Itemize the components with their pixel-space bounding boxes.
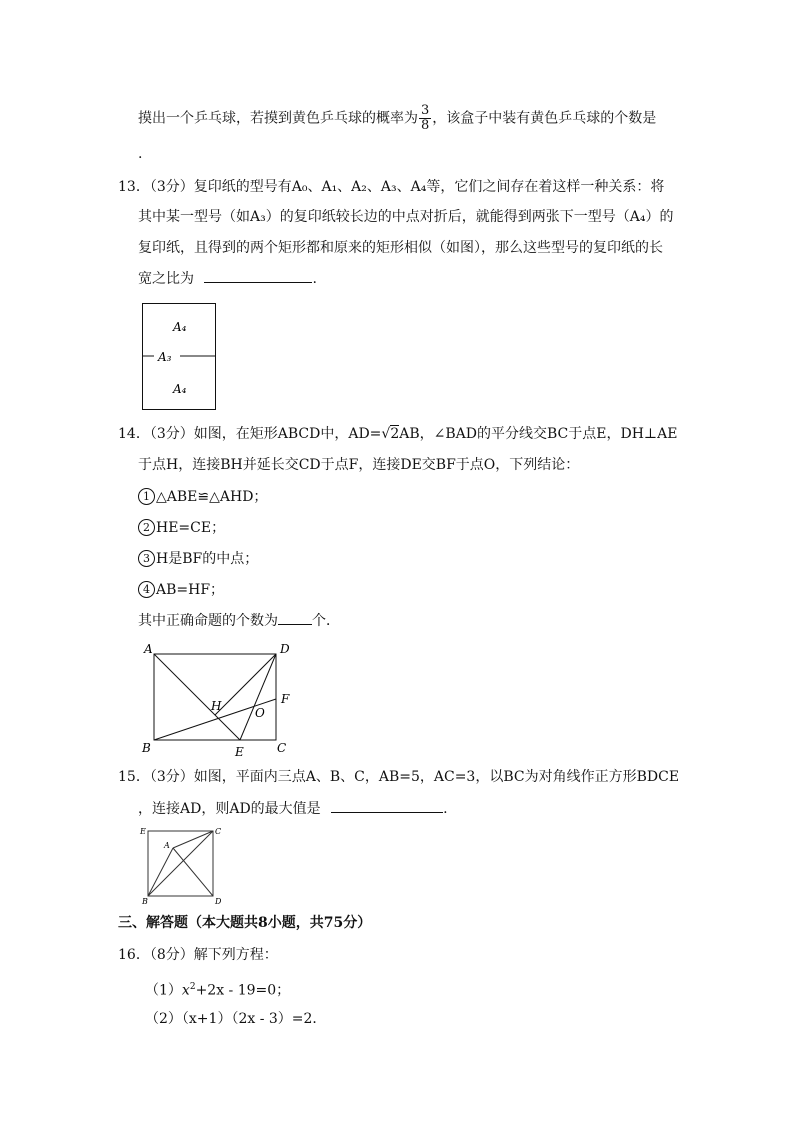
q14-item-1-text: △ABE≌△AHD；	[156, 489, 268, 505]
q14-item-2-text: HE=CE；	[156, 520, 226, 536]
point-o-label: O	[255, 706, 265, 720]
q14-question-b: 个．	[312, 613, 340, 629]
point-h-label: H	[211, 699, 222, 713]
q15-text-2: ，连接AD，则AD的最大值是	[138, 801, 321, 817]
point-c-label: C	[277, 741, 287, 755]
q14-item-1	[138, 487, 267, 507]
sqrt-two	[381, 424, 399, 444]
diagonal-bc	[148, 831, 213, 896]
point-d-label: D	[280, 642, 290, 656]
q14-item-4	[138, 580, 224, 600]
q16-part-1-exponent: 2	[189, 982, 196, 992]
q13-answer-blank[interactable]	[204, 270, 312, 283]
q13-line-1	[118, 177, 664, 197]
segment-ae	[154, 654, 240, 740]
point-b-label: B	[142, 897, 148, 906]
q13-text-2: 其中某一型号（如A₃）的复印纸较长边的中点对折后，就能得到两张下一型号（A₄）的	[138, 209, 674, 225]
q14-line-1	[118, 424, 677, 444]
sqrt-symbol: √	[381, 426, 391, 442]
q16-part-1-label: （1）	[145, 982, 182, 999]
q12-suffix: ，该盒子中装有黄色乒乓球的个数是	[432, 110, 657, 127]
q13-number: 13．（3分）	[118, 179, 194, 195]
q12-prefix: 摸出一个乒乓球，若摸到黄色乒乓球的概率为	[138, 110, 418, 127]
q14-question-a: 其中正确命题的个数为	[138, 613, 278, 629]
q16-line-1	[118, 945, 278, 965]
q14-question	[138, 611, 340, 631]
q12-answer-end: .	[138, 146, 143, 162]
q15-line-1	[118, 767, 679, 787]
q14-text-1a: 如图，在矩形ABCD中，AD=	[193, 426, 382, 442]
probability-fraction	[419, 104, 431, 133]
point-c-label: C	[215, 827, 222, 836]
q14-number: 14．（3分）	[118, 426, 194, 442]
q15-text-1: 如图，平面内三点A、B、C，AB=5，AC=3，以BC为对角线作正方形BDCE	[193, 769, 680, 785]
q15-answer-blank[interactable]	[331, 800, 443, 813]
q14-item-3	[138, 549, 258, 569]
point-f-label: F	[281, 692, 290, 706]
label-a3: A₃	[158, 350, 172, 364]
q14-text-1b: AB，∠BAD的平分线交BC于点E，DH⊥AE	[399, 426, 678, 442]
section-heading: 三、解答题（本大题共8小题，共75分）	[118, 915, 372, 931]
segment-ab	[148, 848, 173, 896]
q16-part-1	[145, 977, 290, 1001]
circled-number-2: 2	[138, 519, 155, 536]
label-a4-top: A₄	[173, 320, 187, 334]
q16-part-1-rest: +2x - 19=0；	[195, 982, 291, 999]
label-a4-bottom: A₄	[173, 382, 187, 396]
point-d-label: D	[215, 897, 222, 906]
segment-de	[240, 654, 276, 740]
q14-item-4-text: AB=HF；	[156, 582, 225, 598]
q16-number: 16．（8分）	[118, 947, 194, 963]
q15-number: 15．（3分）	[118, 769, 194, 785]
point-a-label: A	[144, 642, 153, 656]
point-a-label: A	[164, 841, 170, 850]
segment-dh	[215, 654, 276, 715]
q15-square-figure	[138, 826, 228, 906]
circled-number-1: 1	[138, 488, 155, 505]
segment-ac	[173, 831, 213, 848]
circled-number-4: 4	[138, 581, 155, 598]
fraction-denominator: 8	[421, 118, 430, 133]
point-b-label: B	[142, 741, 151, 755]
point-e-label: E	[235, 745, 244, 759]
q13-text-4: 宽之比为	[138, 271, 194, 287]
q12-line	[138, 104, 656, 133]
q13-text-3: 复印纸，且得到的两个矩形都和原来的矩形相似（如图），那么这些型号的复印纸的长	[138, 240, 663, 256]
circled-number-3: 3	[138, 550, 155, 567]
q16-part-2: （2）（x+1）（2x - 3）=2．	[145, 1011, 327, 1027]
q16-intro: 解下列方程：	[193, 947, 278, 963]
q14-item-3-text: H是BF的中点；	[156, 551, 259, 567]
q13-paper-figure	[142, 303, 218, 413]
q14-rectangle-figure	[140, 640, 300, 758]
q15-end: .	[443, 801, 448, 817]
q14-text-2: 于点H，连接BH并延长交CD于点F，连接DE交BF于点O，下列结论：	[138, 457, 580, 473]
point-e-label: E	[140, 827, 146, 836]
q14-answer-blank[interactable]	[278, 612, 312, 625]
sqrt-radicand: 2	[390, 426, 400, 442]
q15-line-2	[138, 799, 448, 819]
q13-line-4	[138, 269, 317, 289]
q16-part-1-var: x	[181, 982, 190, 999]
segment-ad	[173, 848, 213, 896]
q13-end: .	[312, 271, 317, 287]
q13-text-1: 复印纸的型号有A₀、A₁、A₂、A₃、A₄等，它们之间存在着这样一种关系：将	[193, 179, 665, 195]
fraction-numerator: 3	[421, 103, 430, 118]
q14-item-2	[138, 518, 225, 538]
